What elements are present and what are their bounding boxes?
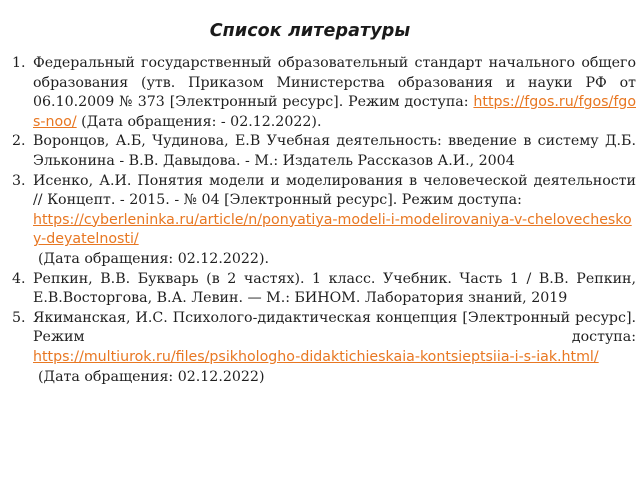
- reference-access-date: (Дата обращения: - 02.12.2022).: [76, 113, 322, 130]
- reference-number: 4.: [12, 270, 26, 287]
- page-title: Список литературы: [209, 21, 411, 41]
- reference-text: Федеральный государственный образовательный стандарт начального общего образования (утв. Приказом Министерства образования и науки РФ от 06.10.2009 № 373 [Электронный ресурс]. Режим доступа:: [33, 55, 636, 111]
- reference-number: 5.: [12, 309, 26, 326]
- reference-number: 2.: [12, 133, 26, 150]
- reference-link[interactable]: https://fgos.ru/fgos/fgos-noo/: [33, 94, 636, 130]
- reference-item-4: [12, 270, 636, 309]
- reference-item-5: [12, 309, 636, 387]
- reference-link[interactable]: https://cyberleninka.ru/article/n/ponyatiya-modeli-i-modelirovaniya-v-chelovecheskoy-deyatelnosti/: [33, 211, 632, 248]
- reference-link[interactable]: https://multiurok.ru/files/psikhologho-didaktichieskaia-kontsieptsiia-i-s-iak.html/: [33, 348, 599, 365]
- reference-access-date: (Дата обращения: 02.12.2022): [38, 368, 265, 385]
- reference-text: Якиманская, И.С. Психолого-дидактическая концепция [Электронный ресурс]. Режим доступа:: [33, 309, 636, 346]
- reference-text: Воронцов, А.Б, Чудинова, Е.В Учебная деятельность: введение в систему Д.Б. Эльконина - В.В. Давыдова. - М.: Издатель Рассказов А.И., 2004: [33, 133, 636, 169]
- reference-number: 1.: [12, 55, 26, 71]
- reference-item-2: [12, 132, 636, 171]
- reference-number: 3.: [12, 172, 26, 189]
- reference-text: Исенко, А.И. Понятия модели и моделирования в человеческой деятельности // Концепт. - 2015. - № 04 [Электронный ресурс]. Режим доступа:: [33, 172, 636, 209]
- reference-list: [12, 54, 636, 387]
- reference-text: Репкин, В.В. Букварь (в 2 частях). 1 класс. Учебник. Часть 1 / В.В. Репкин, Е.В.Восторгова, В.А. Левин. — М.: БИНОМ. Лаборатория знаний, 2019: [33, 270, 636, 307]
- reference-item-1: [12, 54, 636, 132]
- reference-item-3: [12, 172, 636, 270]
- reference-access-date: (Дата обращения: 02.12.2022).: [38, 250, 269, 267]
